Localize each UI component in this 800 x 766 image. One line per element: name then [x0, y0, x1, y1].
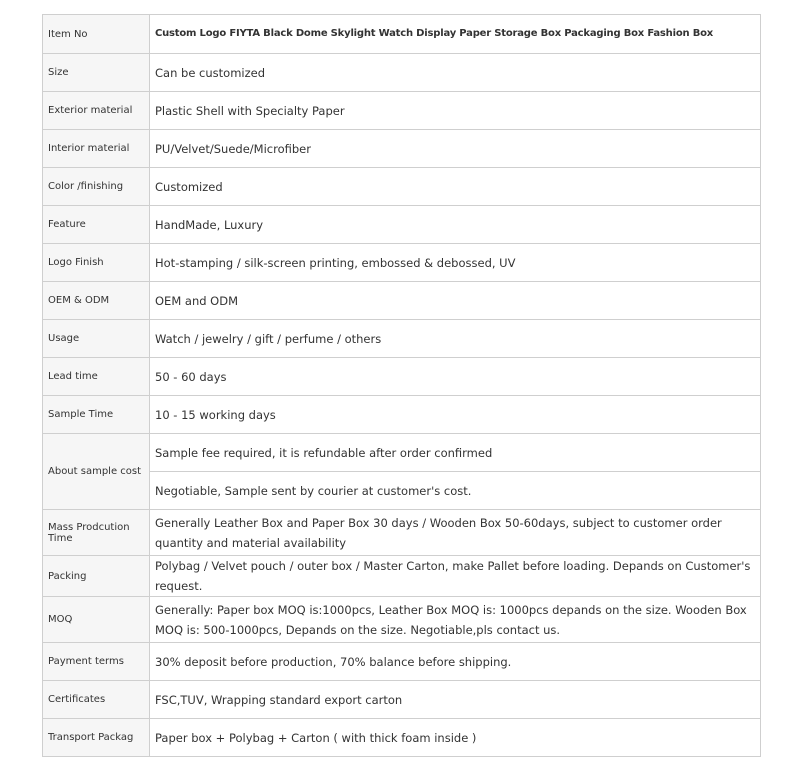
spec-label-certificates: Certificates — [43, 681, 150, 719]
spec-value-packing: Polybag / Velvet pouch / outer box / Master Carton, make Pallet before loading. Depands on Customer's request. — [150, 556, 761, 597]
spec-value-feature: HandMade, Luxury — [150, 206, 761, 244]
spec-value-mass-production-time: Generally Leather Box and Paper Box 30 days / Wooden Box 50-60days, subject to customer order quantity and material availability — [150, 510, 761, 556]
table-row — [43, 358, 761, 396]
spec-label-about-sample-cost: About sample cost — [43, 434, 150, 510]
spec-value-moq: Generally: Paper box MOQ is:1000pcs, Leather Box MOQ is: 1000pcs depands on the size. Wooden Box MOQ is: 500-1000pcs, Depands on the size. Negotiable,pls contact us. — [150, 597, 761, 643]
spec-label-moq: MOQ — [43, 597, 150, 643]
spec-label-feature: Feature — [43, 206, 150, 244]
spec-value-interior-material: PU/Velvet/Suede/Microfiber — [150, 130, 761, 168]
table-row — [43, 92, 761, 130]
spec-value-size: Can be customized — [150, 54, 761, 92]
spec-label-color-finishing: Color /finishing — [43, 168, 150, 206]
spec-value-lead-time: 50 - 60 days — [150, 358, 761, 396]
spec-value-oem-odm: OEM and ODM — [150, 282, 761, 320]
table-row — [43, 556, 761, 597]
spec-label-item-no: Item No — [43, 15, 150, 54]
spec-value-color-finishing: Customized — [150, 168, 761, 206]
spec-value-payment-terms: 30% deposit before production, 70% balance before shipping. — [150, 643, 761, 681]
spec-value-about-sample-cost-fee: Sample fee required, it is refundable after order confirmed — [150, 434, 761, 472]
spec-label-exterior-material: Exterior material — [43, 92, 150, 130]
spec-value-item-no: Custom Logo FIYTA Black Dome Skylight Watch Display Paper Storage Box Packaging Box Fashion Box — [150, 15, 761, 54]
spec-value-logo-finish: Hot-stamping / silk-screen printing, embossed & debossed, UV — [150, 244, 761, 282]
table-row — [43, 320, 761, 358]
spec-label-mass-production-time: Mass Prodcution Time — [43, 510, 150, 556]
spec-label-lead-time: Lead time — [43, 358, 150, 396]
spec-label-sample-time: Sample Time — [43, 396, 150, 434]
table-row — [43, 472, 761, 510]
table-row — [43, 643, 761, 681]
spec-label-transport-packag: Transport Packag — [43, 719, 150, 757]
table-row — [43, 15, 761, 54]
spec-value-about-sample-cost-negotiable: Negotiable, Sample sent by courier at customer's cost. — [150, 472, 761, 510]
spec-value-transport-packag: Paper box + Polybag + Carton ( with thick foam inside ) — [150, 719, 761, 757]
table-row — [43, 206, 761, 244]
table-row — [43, 396, 761, 434]
table-row — [43, 168, 761, 206]
spec-label-packing: Packing — [43, 556, 150, 597]
table-row — [43, 434, 761, 472]
spec-value-sample-time: 10 - 15 working days — [150, 396, 761, 434]
spec-label-payment-terms: Payment terms — [43, 643, 150, 681]
table-row — [43, 510, 761, 556]
table-row — [43, 54, 761, 92]
spec-label-oem-odm: OEM & ODM — [43, 282, 150, 320]
spec-value-usage: Watch / jewelry / gift / perfume / others — [150, 320, 761, 358]
table-row — [43, 244, 761, 282]
spec-label-size: Size — [43, 54, 150, 92]
table-row — [43, 719, 761, 757]
spec-value-exterior-material: Plastic Shell with Specialty Paper — [150, 92, 761, 130]
table-row — [43, 282, 761, 320]
spec-label-logo-finish: Logo Finish — [43, 244, 150, 282]
spec-label-usage: Usage — [43, 320, 150, 358]
spec-label-interior-material: Interior material — [43, 130, 150, 168]
table-row — [43, 597, 761, 643]
product-spec-table — [42, 14, 761, 757]
table-row — [43, 681, 761, 719]
table-row — [43, 130, 761, 168]
spec-value-certificates: FSC,TUV, Wrapping standard export carton — [150, 681, 761, 719]
